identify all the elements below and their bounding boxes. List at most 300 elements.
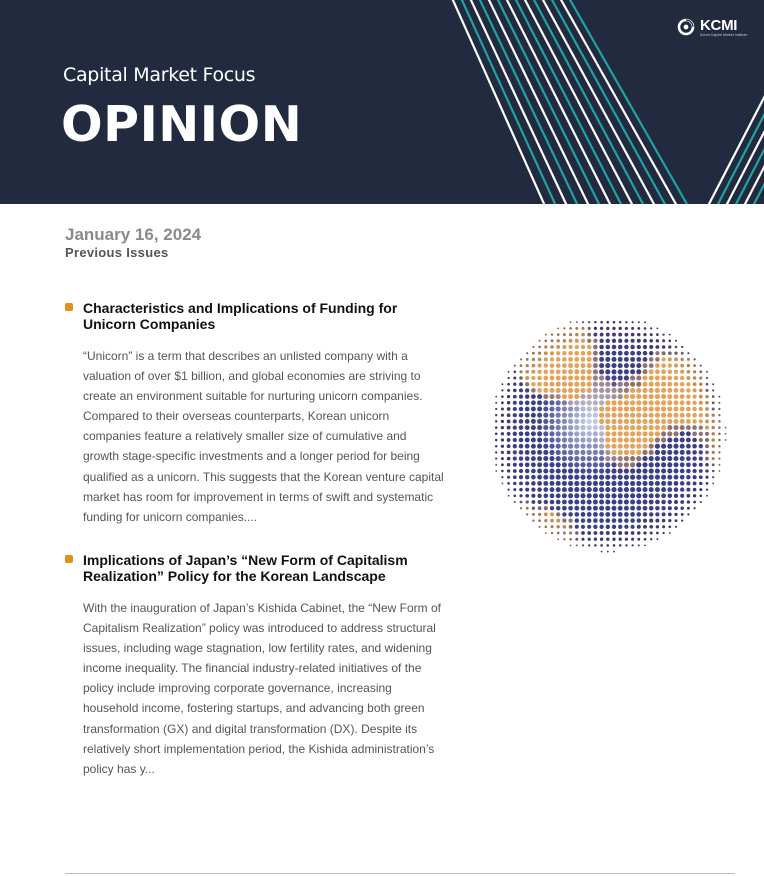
globe-dot <box>636 400 641 405</box>
globe-dot <box>587 468 592 473</box>
globe-dot <box>625 321 627 323</box>
globe-dot <box>680 438 685 443</box>
globe-dot <box>544 513 548 517</box>
globe-dot <box>661 357 665 361</box>
globe-dot <box>693 370 696 373</box>
globe-dot <box>562 444 567 449</box>
globe-dot <box>668 500 672 504</box>
globe-dot <box>681 346 683 348</box>
globe-dot <box>644 327 647 330</box>
globe-dot <box>599 468 604 473</box>
globe-dot <box>618 333 622 337</box>
globe-dot <box>642 468 647 473</box>
globe-dot <box>636 413 641 418</box>
globe-dot <box>661 450 666 455</box>
globe-dot <box>599 406 604 411</box>
globe-dot <box>549 413 554 418</box>
globe-dot <box>637 538 640 541</box>
globe-dot <box>705 407 709 411</box>
globe-dot <box>618 462 623 467</box>
globe-dot <box>630 351 635 356</box>
globe-dot <box>655 468 660 473</box>
globe-dot <box>563 538 565 540</box>
globe-dot <box>625 333 629 337</box>
globe-dot <box>705 438 709 442</box>
globe-dot <box>686 462 691 467</box>
globe-dot <box>513 432 517 436</box>
globe-dot <box>562 345 566 349</box>
globe-dot <box>699 383 702 386</box>
globe-dot <box>642 475 647 480</box>
globe-dot <box>606 531 610 535</box>
globe-dot <box>661 406 666 411</box>
globe-dot <box>624 462 629 467</box>
globe-dot <box>557 525 560 528</box>
article-title-link[interactable]: Implications of Japan’s “New Form of Capitalism Realization” Policy for the Korean Landscape <box>83 552 408 584</box>
globe-dot <box>706 495 708 497</box>
globe-dot <box>680 494 684 498</box>
globe-dot <box>551 339 554 342</box>
dotted-globe-illustration <box>488 314 728 554</box>
logo-brand-text: KCMI <box>700 17 738 34</box>
globe-dot <box>495 439 498 442</box>
globe-dot <box>699 482 702 485</box>
globe-dot <box>543 437 548 442</box>
globe-dot <box>611 493 616 498</box>
globe-dot <box>642 462 647 467</box>
globe-dot <box>538 519 541 522</box>
globe-dot <box>543 431 548 436</box>
globe-dot <box>618 525 622 529</box>
globe-dot <box>543 413 548 418</box>
globe-dot <box>545 340 548 343</box>
globe-dot <box>642 425 647 430</box>
kcmi-ring-icon <box>677 18 695 36</box>
globe-dot <box>662 519 666 523</box>
globe-dot <box>525 376 529 380</box>
globe-dot <box>599 525 603 529</box>
globe-dot <box>667 419 672 424</box>
globe-dot <box>693 488 697 492</box>
globe-dot <box>556 394 561 399</box>
globe-dot <box>674 382 679 387</box>
globe-dot <box>630 388 635 393</box>
globe-dot <box>699 419 703 423</box>
globe-dot <box>687 364 690 367</box>
globe-dot <box>674 487 679 492</box>
globe-dot <box>582 544 584 546</box>
globe-dot <box>687 494 691 498</box>
globe-dot <box>599 339 603 343</box>
globe-dot <box>532 346 534 348</box>
globe-dot <box>532 500 536 504</box>
globe-dot <box>624 357 629 362</box>
globe-dot <box>587 481 592 486</box>
globe-dot <box>699 413 703 417</box>
globe-dot <box>607 321 610 324</box>
globe-dot <box>606 525 610 529</box>
globe-dot <box>668 494 673 499</box>
globe-dot <box>580 406 585 411</box>
globe-dot <box>668 513 672 517</box>
globe-dot <box>587 357 592 362</box>
globe-dot <box>599 357 604 362</box>
globe-dot <box>699 457 703 461</box>
globe-dot <box>562 431 567 436</box>
globe-dot <box>611 363 616 368</box>
globe-dot <box>519 376 523 380</box>
globe-dot <box>501 451 504 454</box>
globe-dot <box>549 388 554 393</box>
globe-dot <box>556 487 561 492</box>
globe-dot <box>605 406 610 411</box>
globe-dot <box>519 438 524 443</box>
globe-dot <box>637 531 641 535</box>
globe-dot <box>618 363 623 368</box>
globe-dot <box>712 414 715 417</box>
globe-dot <box>636 431 641 436</box>
globe-dot <box>618 437 623 442</box>
globe-dot <box>580 450 585 455</box>
globe-dot <box>649 413 654 418</box>
globe-dot <box>514 495 517 498</box>
globe-dot <box>507 395 510 398</box>
globe-dot <box>587 444 592 449</box>
globe-dot <box>656 339 659 342</box>
globe-dot <box>562 425 567 430</box>
globe-dot <box>562 481 567 486</box>
globe-dot <box>570 545 572 547</box>
globe-dot <box>580 394 585 399</box>
globe-dot <box>606 327 609 330</box>
globe-dot <box>587 493 592 498</box>
globe-dot <box>525 475 529 479</box>
globe-dot <box>692 450 697 455</box>
globe-dot <box>574 382 579 387</box>
globe-dot <box>599 419 604 424</box>
globe-dot <box>661 413 666 418</box>
globe-dot <box>687 507 690 510</box>
globe-dot <box>537 419 542 424</box>
issue-date: January 16, 2024 <box>65 225 202 244</box>
globe-dot <box>526 513 528 515</box>
globe-dot <box>575 518 579 522</box>
globe-dot <box>599 345 604 350</box>
globe-dot <box>556 506 561 511</box>
globe-dot <box>593 351 598 356</box>
globe-dot <box>588 327 591 330</box>
globe-dot <box>501 395 504 398</box>
globe-dot <box>636 500 641 505</box>
globe-dot <box>630 500 635 505</box>
globe-dot <box>611 388 616 393</box>
globe-dot <box>593 413 598 418</box>
globe-dot <box>631 544 633 546</box>
globe-dot <box>687 358 690 361</box>
globe-dot <box>501 401 504 404</box>
globe-dot <box>667 413 672 418</box>
globe-dot <box>680 370 684 374</box>
globe-dot <box>643 512 648 517</box>
globe-dot <box>508 371 510 373</box>
globe-dot <box>587 475 592 480</box>
globe-dot <box>556 351 560 355</box>
globe-dot <box>556 400 561 405</box>
globe-dot <box>525 394 530 399</box>
globe-dot <box>705 432 709 436</box>
globe-dot <box>606 333 610 337</box>
globe-dot <box>680 400 685 405</box>
globe-dot <box>580 369 585 374</box>
globe-dot <box>662 512 666 516</box>
globe-dot <box>630 400 635 405</box>
globe-dot <box>667 468 672 473</box>
globe-dot <box>531 494 535 498</box>
globe-dot <box>507 426 511 430</box>
globe-dot <box>568 388 573 393</box>
globe-dot <box>574 413 579 418</box>
globe-dot <box>556 512 560 516</box>
globe-dot <box>574 487 579 492</box>
globe-dot <box>642 444 647 449</box>
globe-dot <box>544 370 549 375</box>
globe-dot <box>613 321 616 324</box>
globe-dot <box>508 495 510 497</box>
globe-dot <box>605 499 610 504</box>
globe-dot <box>531 456 536 461</box>
globe-dot <box>636 475 641 480</box>
globe-dot <box>630 357 635 362</box>
globe-dot <box>507 444 511 448</box>
globe-dot <box>661 388 666 393</box>
globe-dot <box>661 444 666 449</box>
globe-dot <box>611 456 616 461</box>
globe-dot <box>600 333 604 337</box>
globe-dot <box>593 456 598 461</box>
globe-dot <box>693 382 697 386</box>
globe-dot <box>699 432 703 436</box>
globe-dot <box>718 414 720 416</box>
globe-dot <box>618 394 623 399</box>
globe-dot <box>624 468 629 473</box>
globe-dot <box>525 456 530 461</box>
globe-dot <box>719 396 721 398</box>
globe-dot <box>661 363 666 368</box>
globe-dot <box>674 456 679 461</box>
globe-dot <box>655 475 660 480</box>
globe-dot <box>543 406 548 411</box>
globe-dot <box>612 525 616 529</box>
globe-dot <box>712 470 715 473</box>
globe-dot <box>706 383 709 386</box>
globe-dot <box>549 462 554 467</box>
globe-dot <box>605 431 610 436</box>
globe-dot <box>581 506 586 511</box>
globe-dot <box>557 333 560 336</box>
globe-dot <box>581 345 585 349</box>
globe-dot <box>618 475 623 480</box>
globe-dot <box>686 469 691 474</box>
globe-dot <box>642 493 647 498</box>
globe-dot <box>557 328 559 330</box>
globe-dot <box>545 526 548 529</box>
globe-dot <box>557 339 560 342</box>
globe-dot <box>593 531 597 535</box>
globe-dot <box>574 512 579 517</box>
globe-dot <box>674 494 678 498</box>
globe-dot <box>618 425 623 430</box>
globe-dot <box>686 488 690 492</box>
globe-dot <box>699 469 703 473</box>
globe-dot <box>556 345 560 349</box>
globe-dot <box>667 444 672 449</box>
globe-dot <box>537 444 542 449</box>
globe-dot <box>712 457 715 460</box>
globe-dot <box>568 444 573 449</box>
globe-dot <box>631 531 635 535</box>
globe-dot <box>687 370 691 374</box>
globe-dot <box>513 389 517 393</box>
article-title-link[interactable]: Characteristics and Implications of Funding for Unicorn Companies <box>83 300 398 332</box>
globe-dot <box>630 450 635 455</box>
globe-dot <box>686 407 691 412</box>
globe-dot <box>692 438 697 443</box>
globe-dot <box>649 351 653 355</box>
globe-dot <box>687 500 690 503</box>
globe-dot <box>574 375 579 380</box>
globe-dot <box>718 439 721 442</box>
globe-dot <box>507 457 511 461</box>
globe-dot <box>668 345 671 348</box>
globe-dot <box>706 488 708 490</box>
globe-dot <box>655 382 660 387</box>
globe-dot <box>568 487 573 492</box>
globe-dot <box>686 475 690 479</box>
globe-dot <box>624 493 629 498</box>
globe-dot <box>655 481 660 486</box>
globe-dot <box>543 400 548 405</box>
globe-dot <box>718 426 721 429</box>
globe-dot <box>587 450 592 455</box>
globe-dot <box>507 407 511 411</box>
globe-dot <box>600 544 603 547</box>
globe-dot <box>649 456 654 461</box>
globe-dot <box>680 462 685 467</box>
globe-dot <box>568 345 572 349</box>
globe-dot <box>712 407 715 410</box>
globe-dot <box>668 519 671 522</box>
globe-dot <box>655 456 660 461</box>
globe-dot <box>507 383 510 386</box>
globe-dot <box>543 382 548 387</box>
globe-dot <box>531 413 536 418</box>
globe-dot <box>636 468 641 473</box>
globe-dot <box>531 481 536 486</box>
globe-dot <box>593 468 598 473</box>
globe-dot <box>537 462 542 467</box>
globe-dot <box>718 445 721 448</box>
globe-dot <box>680 444 685 449</box>
globe-dot <box>519 401 523 405</box>
globe-dot <box>636 456 641 461</box>
globe-dot <box>550 481 555 486</box>
globe-dot <box>525 494 529 498</box>
globe-dot <box>625 544 627 546</box>
globe-dot <box>673 419 678 424</box>
globe-dot <box>655 519 659 523</box>
globe-dot <box>556 456 561 461</box>
globe-dot <box>532 513 535 516</box>
globe-dot <box>618 406 623 411</box>
globe-dot <box>705 389 708 392</box>
globe-dot <box>636 357 641 362</box>
globe-dot <box>681 352 684 355</box>
globe-dot <box>705 401 709 405</box>
globe-dot <box>624 525 628 529</box>
previous-issues-link[interactable]: Previous Issues <box>65 245 169 260</box>
globe-dot <box>600 327 603 330</box>
globe-dot <box>674 469 679 474</box>
globe-dot <box>580 425 585 430</box>
globe-dot <box>725 439 727 441</box>
globe-dot <box>674 481 679 486</box>
globe-dot <box>580 444 585 449</box>
globe-dot <box>705 457 709 461</box>
globe-dot <box>680 431 685 436</box>
globe-dot <box>562 400 567 405</box>
globe-dot <box>650 333 653 336</box>
globe-dot <box>618 431 623 436</box>
globe-dot <box>624 431 629 436</box>
globe-dot <box>699 407 703 411</box>
globe-dot <box>495 433 498 436</box>
globe-dot <box>568 357 573 362</box>
globe-dot <box>562 519 566 523</box>
globe-dot <box>495 426 498 429</box>
globe-dot <box>661 487 666 492</box>
globe-dot <box>680 419 685 424</box>
globe-dot <box>537 469 542 474</box>
globe-dot <box>612 538 615 541</box>
page-header <box>0 0 764 204</box>
globe-dot <box>712 451 715 454</box>
globe-dot <box>507 413 511 417</box>
globe-dot <box>519 431 524 436</box>
globe-dot <box>525 450 530 455</box>
globe-dot <box>667 475 672 480</box>
globe-dot <box>587 531 591 535</box>
globe-dot <box>594 538 597 541</box>
globe-dot <box>673 413 678 418</box>
globe-dot <box>575 333 578 336</box>
globe-dot <box>580 375 585 380</box>
globe-dot <box>642 437 647 442</box>
globe-dot <box>599 462 604 467</box>
globe-dot <box>568 450 573 455</box>
globe-dot <box>513 457 517 461</box>
globe-dot <box>587 413 592 418</box>
globe-dot <box>649 339 653 343</box>
globe-dot <box>712 420 715 423</box>
globe-dot <box>587 512 592 517</box>
kcmi-logo[interactable] <box>677 17 747 41</box>
globe-dot <box>599 444 604 449</box>
globe-dot <box>562 500 567 505</box>
globe-dot <box>662 339 665 342</box>
globe-dot <box>719 470 721 472</box>
globe-dot <box>619 321 621 323</box>
globe-dot <box>519 494 522 497</box>
